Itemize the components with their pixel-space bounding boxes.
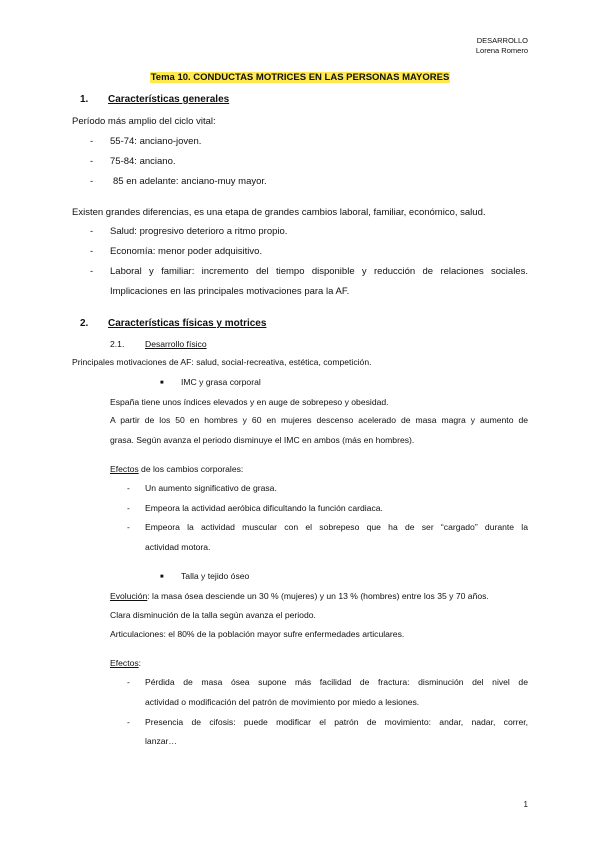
- subsection-number: 2.1.: [110, 339, 125, 349]
- dash: -: [127, 503, 130, 513]
- page-number: 1: [523, 800, 528, 809]
- square-bullet-icon: ■: [160, 380, 164, 386]
- subsection-heading: Desarrollo físico: [145, 339, 207, 349]
- age-item: 85 en adelante: anciano-muy mayor.: [113, 176, 267, 187]
- effects-label: Efectos: [110, 464, 139, 474]
- dash: -: [90, 266, 94, 277]
- effects-rest: :: [138, 658, 142, 668]
- evolution-rest: : la masa ósea desciende un 30 % (mujeres) y un 13 % (hombres) entre los 35 y 70 años.: [147, 591, 489, 601]
- dash: -: [127, 717, 130, 727]
- square-bullet-icon: ■: [160, 574, 164, 580]
- imc-effects-title: [110, 464, 243, 474]
- effect-item-continued: actividad o modificación del patrón de movimiento por miedo a lesiones.: [145, 697, 420, 707]
- section1-heading: Características generales: [108, 94, 230, 105]
- age-item: 55-74: anciano-joven.: [110, 136, 202, 147]
- imc-line: A partir de los 50 en hombres y 60 en mujeres descenso acelerado de masa magra y aumento de: [110, 415, 528, 425]
- dash: -: [90, 176, 94, 187]
- page-header: [476, 36, 528, 56]
- talla-line: Clara disminución de la talla según avanza el periodo.: [110, 610, 316, 620]
- section2-heading-wrap: [108, 318, 266, 329]
- effect-item: Presencia de cifosis: puede modificar el patrón de movimiento: andar, nadar, correr,: [145, 717, 528, 727]
- talla-evolution: [110, 591, 489, 601]
- bullet-item-continued: Implicaciones en las principales motivaciones para la AF.: [110, 286, 350, 297]
- document-title-wrap: [0, 72, 600, 83]
- section1-number: 1.: [80, 94, 89, 105]
- document-title: Tema 10. CONDUCTAS MOTRICES EN LAS PERSONAS MAYORES: [150, 72, 450, 83]
- header-author: Lorena Romero: [475, 46, 528, 55]
- bullet-item: Economía: menor poder adquisitivo.: [110, 246, 263, 257]
- age-item: 75-84: anciano.: [110, 156, 176, 167]
- talla-line: Articulaciones: el 80% de la población mayor sufre enfermedades articulares.: [110, 629, 405, 639]
- imc-line: grasa. Según avanza el periodo disminuye el IMC en ambos (más en hombres).: [110, 435, 415, 445]
- dash: -: [90, 136, 94, 147]
- section1-heading-wrap: [108, 94, 229, 105]
- effect-item: Empeora la actividad muscular con el sobrepeso que ha de ser “cargado” durante la: [145, 522, 528, 532]
- imc-line: España tiene unos índices elevados y en auge de sobrepeso y obesidad.: [110, 397, 389, 407]
- section2-number: 2.: [80, 318, 89, 329]
- imc-heading: IMC y grasa corporal: [181, 377, 261, 387]
- dash: -: [127, 522, 130, 532]
- bullet-item: Salud: progresivo deterioro a ritmo propio.: [110, 226, 288, 237]
- effects-rest: de los cambios corporales:: [138, 464, 244, 474]
- effect-item-continued: actividad motora.: [145, 542, 211, 552]
- effect-item: Pérdida de masa ósea supone más facilidad de fractura: disminución del nivel de: [145, 677, 528, 687]
- evolution-label: Evolución: [110, 591, 148, 601]
- section1-para: Existen grandes diferencias, es una etapa de grandes cambios laboral, familiar, económico, salud.: [72, 207, 486, 218]
- dash: -: [127, 483, 130, 493]
- bullet-item: Laboral y familiar: incremento del tiempo disponible y reducción de relaciones sociales.: [110, 266, 528, 277]
- dash: -: [90, 156, 94, 167]
- effect-item: Empeora la actividad aeróbica dificultando la función cardiaca.: [145, 503, 383, 513]
- header-section: DESARROLLO: [476, 36, 528, 45]
- dash: -: [90, 226, 94, 237]
- talla-effects-title: [110, 658, 141, 668]
- section1-intro: Período más amplio del ciclo vital:: [72, 116, 216, 127]
- dash: -: [90, 246, 94, 257]
- dash: -: [127, 677, 130, 687]
- motivations-line: Principales motivaciones de AF: salud, social-recreativa, estética, competición.: [72, 357, 372, 367]
- talla-heading: Talla y tejido óseo: [181, 571, 250, 581]
- effect-item: Un aumento significativo de grasa.: [145, 483, 277, 493]
- section2-heading: Características físicas y motrices: [108, 318, 267, 329]
- effect-item-continued: lanzar…: [145, 736, 177, 746]
- effects-label: Efectos: [110, 658, 139, 668]
